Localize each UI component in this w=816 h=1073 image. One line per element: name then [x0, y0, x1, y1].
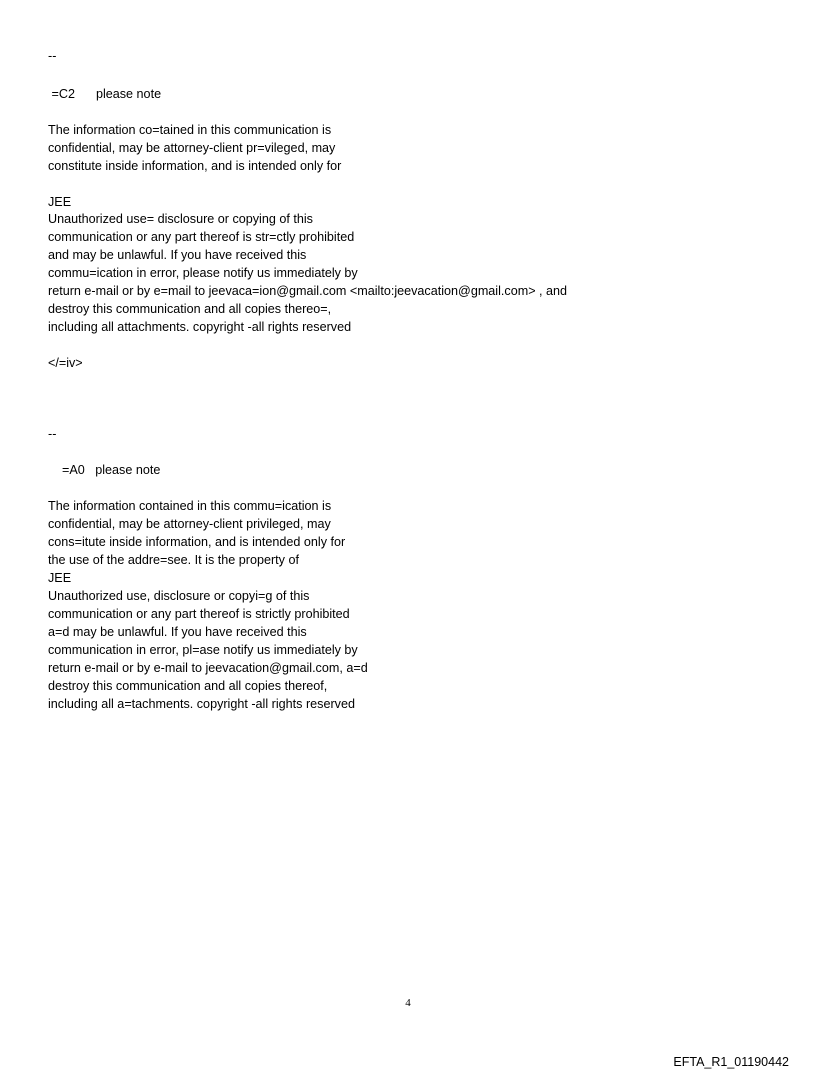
closing-tag: </=iv>: [48, 356, 83, 370]
paragraph-line: The information contained in this commu=ication is: [48, 499, 332, 513]
paragraph-line: and may be unlawful. If you have received this: [48, 248, 307, 262]
paragraph-line: constitute inside information, and is intended only for: [48, 159, 342, 173]
paragraph-line: communication in error, pl=ase notify us immediately by: [48, 643, 358, 657]
document-id: EFTA_R1_01190442: [673, 1055, 789, 1069]
paragraph-line: Unauthorized use= disclosure or copying of this: [48, 212, 313, 226]
separator-1: --: [48, 49, 57, 63]
paragraph-line: destroy this communication and all copies thereo=,: [48, 302, 332, 316]
paragraph-line: return e-mail or by e-mail to jeevacation@gmail.com, a=d: [48, 661, 368, 675]
paragraph-line: destroy this communication and all copies thereof,: [48, 679, 328, 693]
paragraph-line: confidential, may be attorney-client privileged, may: [48, 517, 331, 531]
paragraph-line: communication or any part thereof is strictly prohibited: [48, 607, 350, 621]
separator-2: --: [48, 427, 57, 441]
paragraph-line: including all a=tachments. copyright -all rights reserved: [48, 697, 355, 711]
paragraph-line: return e-mail or by e=mail to jeevaca=ion@gmail.com <mailto:jeevacation@gmail.com> , and: [48, 284, 568, 298]
paragraph-line: cons=itute inside information, and is intended only for: [48, 535, 346, 549]
paragraph-line: including all attachments. copyright -all rights reserved: [48, 320, 352, 334]
paragraph-line: communication or any part thereof is str=ctly prohibited: [48, 230, 355, 244]
paragraph-line: confidential, may be attorney-client pr=vileged, may: [48, 141, 336, 155]
paragraph-line: commu=ication in error, please notify us immediately by: [48, 266, 358, 280]
paragraph-line: Unauthorized use, disclosure or copyi=g of this: [48, 589, 310, 603]
paragraph-line: The information co=tained in this communication is: [48, 123, 332, 137]
paragraph-line: a=d may be unlawful. If you have received this: [48, 625, 307, 639]
recipient-label-2: JEE: [48, 571, 72, 585]
note-line-2: =A0 please note: [48, 463, 161, 477]
page-number: 4: [405, 997, 411, 1009]
recipient-label-1: JEE: [48, 195, 72, 209]
paragraph-line: the use of the addre=see. It is the property of: [48, 553, 299, 567]
note-line-1: =C2 please note: [48, 87, 162, 101]
